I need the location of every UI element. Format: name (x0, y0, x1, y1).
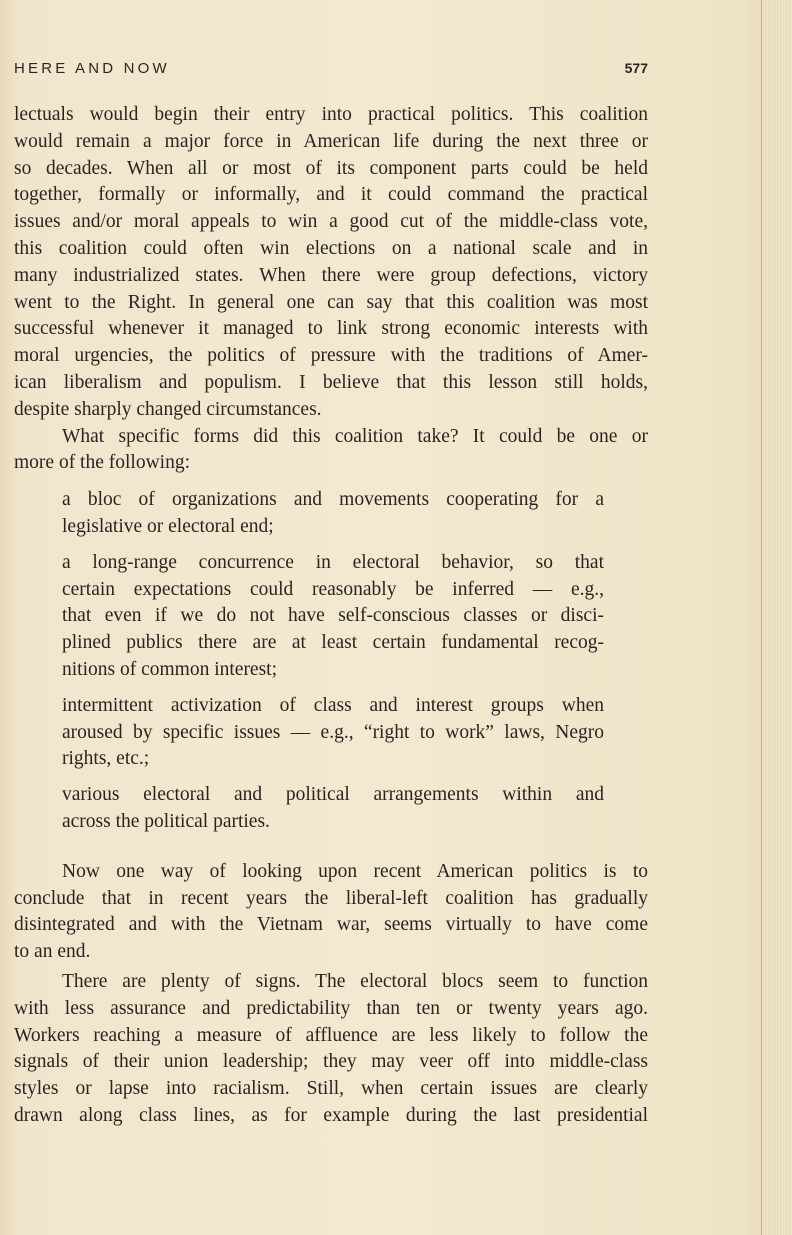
paragraph-4 (14, 969, 648, 1130)
text-line: with less assurance and predictability than ten or twenty years ago. (14, 997, 648, 1019)
text-line: lectuals would begin their entry into practical politics. This coalition (14, 104, 648, 125)
paragraph-1 (14, 102, 648, 424)
list-item (62, 693, 604, 773)
text-line: would remain a major force in American life during the next three or (14, 130, 648, 152)
running-head (14, 60, 648, 82)
list-item (62, 487, 604, 541)
text-line: this coalition could often win elections on a national scale and in (14, 237, 648, 259)
text-line: intermittent activization of class and interest groups when (62, 694, 604, 716)
running-title: HERE AND NOW (14, 60, 170, 77)
list-item (62, 782, 604, 836)
text-line: so decades. When all or most of its component parts could be held (14, 157, 648, 179)
text-line: disintegrated and with the Vietnam war, seems virtually to have come (14, 914, 648, 936)
page-edges (761, 0, 792, 1235)
text-line: Now one way of looking upon recent American politics is to (62, 860, 648, 882)
text-line: a long-range concurrence in electoral behavior, so that (62, 551, 604, 573)
text-line: issues and/or moral appeals to win a good cut of the middle-class vote, (14, 211, 648, 233)
text-line: to an end. (14, 941, 91, 963)
text-line: a bloc of organizations and movements cooperating for a (62, 489, 604, 511)
body-text (14, 102, 648, 1130)
coalition-forms-list (62, 487, 604, 836)
text-line: styles or lapse into racialism. Still, when certain issues are clearly (14, 1078, 648, 1100)
text-line: together, formally or informally, and it could command the practical (14, 184, 648, 206)
text-line: that even if we do not have self-conscious classes or disci- (62, 605, 604, 627)
text-line: ican liberalism and populism. I believe that this lesson still holds, (14, 371, 648, 393)
text-line: across the political parties. (62, 810, 270, 832)
text-line: drawn along class lines, as for example during the last presidential (14, 1104, 648, 1126)
text-line: moral urgencies, the politics of pressure with the traditions of Amer- (14, 345, 648, 367)
text-line: Workers reaching a measure of affluence are less likely to follow the (14, 1024, 648, 1046)
text-line: more of the following: (14, 452, 191, 474)
text-line: despite sharply changed circumstances. (14, 398, 322, 420)
text-line: conclude that in recent years the liberal-left coalition has gradually (14, 887, 648, 909)
text-line: legislative or electoral end; (62, 515, 274, 537)
text-line: aroused by specific issues — e.g., “right to work” laws, Negro (62, 721, 604, 743)
list-item (62, 550, 604, 684)
text-line: successful whenever it managed to link strong economic interests with (14, 318, 648, 340)
text-line: various electoral and political arrangements within and (62, 784, 604, 806)
page-number: 577 (624, 60, 648, 76)
text-line: many industrialized states. When there were group defections, victory (14, 264, 648, 286)
paragraph-3 (14, 859, 648, 966)
text-line: went to the Right. In general one can say that this coalition was most (14, 291, 648, 313)
paragraph-gap (14, 845, 648, 859)
text-line: certain expectations could reasonably be inferred — e.g., (62, 578, 604, 600)
text-line: rights, etc.; (62, 748, 150, 770)
text-line: nitions of common interest; (62, 658, 278, 680)
paragraph-2 (14, 424, 648, 478)
text-line: There are plenty of signs. The electoral blocs seem to function (62, 970, 648, 992)
text-line: plined publics there are at least certain fundamental recog- (62, 632, 604, 654)
text-line: What specific forms did this coalition take? It could be one or (62, 425, 648, 447)
text-line: signals of their union leadership; they may veer off into middle-class (14, 1051, 648, 1073)
